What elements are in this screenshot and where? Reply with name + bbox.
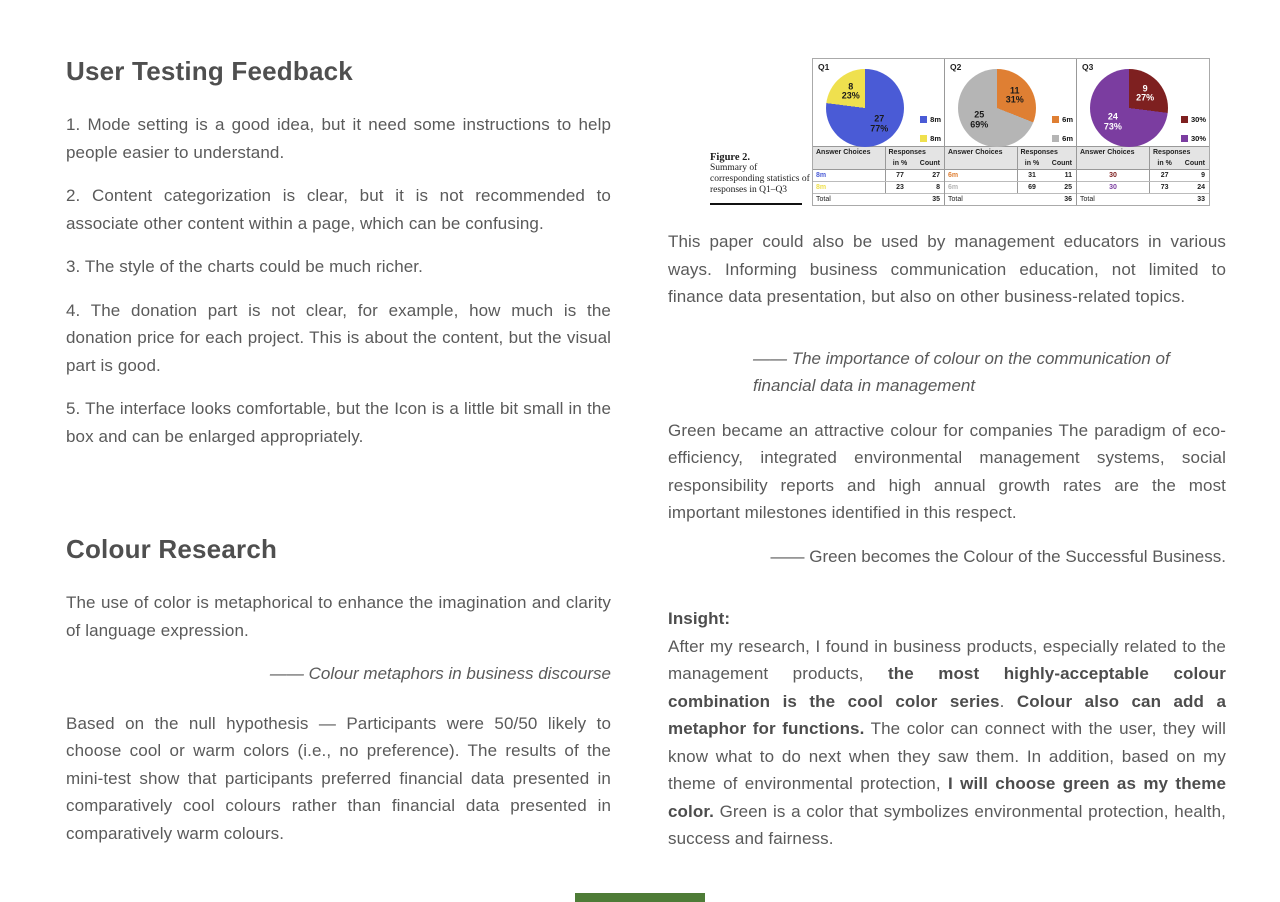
legend-swatch bbox=[920, 116, 927, 123]
insight-bold-segment: Colour also can add a metaphor for functions. bbox=[668, 691, 1226, 738]
slice-value-label: 25 69% bbox=[970, 109, 989, 130]
table-total-row: Total 35 bbox=[816, 196, 940, 203]
quote-importance-of-colour bbox=[753, 345, 1226, 400]
feedback-item-5: 5. The interface looks comfortable, but the Icon is a little bit small in the box and can be enlarged appropriately. bbox=[66, 399, 611, 446]
panel-label: Q2 bbox=[950, 62, 962, 72]
legend-label: 30% bbox=[1190, 134, 1206, 143]
insight-bold-segment: the most highly-acceptable colour combination is the cool color series bbox=[668, 664, 1226, 711]
feedback-item-2: 2. Content categorization is clear, but it is not recommended to associate other content within a page, which can be confusing. bbox=[66, 186, 611, 233]
left-column bbox=[66, 0, 611, 847]
insight-bold-segment: I will choose green as my theme color. bbox=[668, 774, 1227, 821]
chart-panel-q3 bbox=[1077, 59, 1209, 205]
table-total-row: Total 36 bbox=[948, 196, 1072, 203]
panel-label: Q3 bbox=[1082, 62, 1094, 72]
pie-chart-q3 bbox=[1090, 69, 1168, 147]
legend-swatch bbox=[1052, 116, 1059, 123]
legend-label: 8m bbox=[930, 115, 941, 124]
panel-label: Q1 bbox=[818, 62, 830, 72]
feedback-list bbox=[66, 111, 611, 450]
chart-panel-q1 bbox=[813, 59, 945, 205]
colour-intro-paragraph: The use of color is metaphorical to enhance the imagination and clarity of language expression. bbox=[66, 593, 611, 640]
table-row: 8m 77 27 bbox=[813, 170, 944, 182]
slice-value-label: 24 73% bbox=[1103, 111, 1122, 132]
table-row: 30 27 9 bbox=[1077, 170, 1209, 182]
legend-swatch bbox=[1052, 135, 1059, 142]
page-progress-bar bbox=[575, 893, 705, 902]
insight-segment: . bbox=[999, 691, 1017, 711]
slice-value-label: 9 27% bbox=[1136, 83, 1155, 103]
table-row: 6m 31 11 bbox=[945, 170, 1076, 182]
legend-item bbox=[920, 134, 941, 143]
figure-caption-body: Summary of corresponding statistics of responses in Q1–Q3 bbox=[710, 163, 810, 195]
slice-value-label: 27 77% bbox=[870, 113, 889, 134]
insight-segment: Green is a color that symbolizes environmental protection, health, success and fairness. bbox=[668, 801, 1226, 848]
legend-item bbox=[920, 115, 941, 124]
legend-label: 8m bbox=[930, 134, 941, 143]
educators-paragraph: This paper could also be used by management educators in various ways. Informing business communication education, not limited to finance data presentation, but also on other business-related topics. bbox=[668, 232, 1226, 306]
table-row: 6m 69 25 bbox=[945, 182, 1076, 194]
figure-caption-title: Figure 2. bbox=[710, 151, 751, 163]
legend-item bbox=[1052, 115, 1073, 124]
pie-legend bbox=[920, 115, 941, 143]
quote-green-business: —— Green becomes the Colour of the Successful Business. bbox=[770, 546, 1226, 566]
pie-chart-q1 bbox=[826, 69, 904, 147]
figure-caption bbox=[710, 152, 812, 206]
legend-swatch bbox=[1181, 135, 1188, 142]
hypothesis-paragraph: Based on the null hypothesis — Participants were 50/50 likely to choose cool or warm colors (i.e., no preference). The results of the mini-test show that participants preferred financial data presented in comparatively cool colours rather than financial data presented in comparatively warm colours. bbox=[66, 713, 611, 843]
caption-rule bbox=[710, 203, 802, 205]
response-table-q1: Answer Choices Responses in % Count 8m 77 27 8m 23 8 Total 35 bbox=[813, 146, 944, 205]
section-title-user-testing: User Testing Feedback bbox=[66, 56, 353, 86]
section-title-colour-research: Colour Research bbox=[66, 534, 278, 564]
legend-item bbox=[1052, 134, 1073, 143]
insight-segment: After my research, I found in business products, especially related to the management products, bbox=[668, 636, 1226, 683]
slice-value-label: 11 31% bbox=[1005, 85, 1024, 105]
figure-2 bbox=[668, 58, 1226, 206]
slice-value-label: 8 23% bbox=[841, 81, 860, 101]
pie-legend bbox=[1181, 115, 1206, 143]
legend-label: 30% bbox=[1190, 115, 1206, 124]
quote-colour-metaphors: —— Colour metaphors in business discourse bbox=[269, 664, 611, 683]
legend-item bbox=[1181, 134, 1206, 143]
insight-text bbox=[668, 637, 1226, 849]
feedback-item-3: 3. The style of the charts could be much richer. bbox=[66, 257, 423, 276]
table-total-row: Total 33 bbox=[1080, 196, 1205, 203]
legend-item bbox=[1181, 115, 1206, 124]
feedback-item-4: 4. The donation part is not clear, for example, how much is the donation price for each project. This is about the content, but the visual part is good. bbox=[66, 300, 611, 375]
response-table-q2: Answer Choices Responses in % Count 6m 31 11 6m 69 25 Total 36 bbox=[945, 146, 1076, 205]
legend-label: 6m bbox=[1062, 115, 1073, 124]
green-colour-paragraph: Green became an attractive colour for companies The paradigm of eco-efficiency, integrated environmental management systems, social responsibility reports and high annual growth rates are the most important milestones identified in this respect. bbox=[668, 420, 1226, 522]
legend-label: 6m bbox=[1062, 134, 1073, 143]
pie-legend bbox=[1052, 115, 1073, 143]
insight-paragraph bbox=[668, 605, 1226, 853]
pie-chart-q2 bbox=[958, 69, 1036, 147]
table-row: 8m 23 8 bbox=[813, 182, 944, 194]
legend-swatch bbox=[920, 135, 927, 142]
chart-panel-q2 bbox=[945, 59, 1077, 205]
insight-label: Insight: bbox=[668, 609, 731, 628]
table-row: 30 73 24 bbox=[1077, 182, 1209, 194]
figure-image bbox=[812, 58, 1210, 206]
insight-segment: The color can connect with the user, they will know what to do next when they saw them. In addition, based on my theme of environmental protection, bbox=[668, 719, 1226, 793]
quote-importance-line1: —— The importance of colour on the communication of bbox=[753, 348, 1170, 368]
feedback-item-1: 1. Mode setting is a good idea, but it need some instructions to help people easier to understand. bbox=[66, 115, 611, 162]
quote-importance-line2: financial data in management bbox=[753, 376, 976, 395]
response-table-q3: Answer Choices Responses in % Count 30 27 9 30 73 24 Total 33 bbox=[1077, 146, 1209, 205]
right-column bbox=[668, 0, 1226, 853]
legend-swatch bbox=[1181, 116, 1188, 123]
